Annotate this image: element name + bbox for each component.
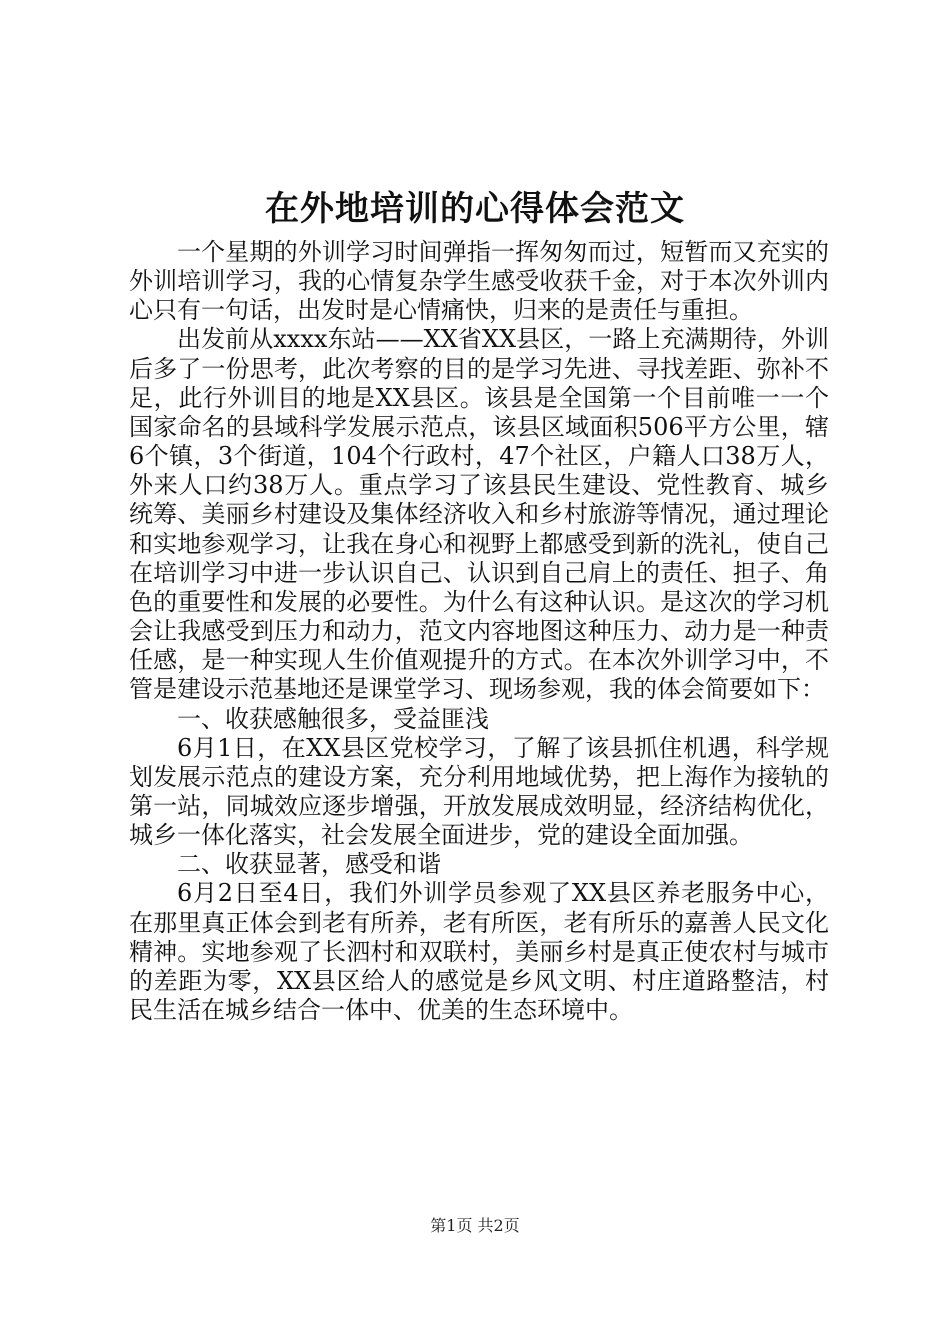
paragraph-departure: 出发前从xxxx东站——XX省XX县区，一路上充满期待，外训后多了一份思考，此次考察的目的是学习先进、寻找差距、弥补不足，此行外训目的地是XX县区。该县是全国第一个目前唯一一个国家命名的县域科学发展示范点，该县区域面积506平方公里，辖6个镇，3个街道，104个行政村，47个社区，户籍人口38万人，外来人口约38万人。重点学习了该县民生建设、党性教育、城乡统筹、美丽乡村建设及集体经济收入和乡村旅游等情况，通过理论和实地参观学习，让我在身心和视野上都感受到新的洗礼，使自己在培训学习中进一步认识自己、认识到自己肩上的责任、担子、角色的重要性和发展的必要性。为什么有这种认识。是这次的学习机会让我感受到压力和动力，范文内容地图这种压力、动力是一种责任感，是一种实现人生价值观提升的方式。在本次外训学习中，不管是建设示范基地还是课堂学习、现场参观，我的体会简要如下： — [129, 325, 829, 704]
page-footer: 第1页 共2页 — [430, 1216, 520, 1235]
paragraph-intro: 一个星期的外训学习时间弹指一挥匆匆而过，短暂而又充实的外训培训学习，我的心情复杂学生感受收获千金，对于本次外训内心只有一句话，出发时是心情痛快，归来的是责任与重担。 — [129, 238, 829, 325]
section-heading-1: 一、收获感触很多，受益匪浅 — [177, 704, 489, 733]
document-title: 在外地培训的心得体会范文 — [265, 189, 685, 229]
section-text-2: 6月2日至4日，我们外训学员参观了XX县区养老服务中心，在那里真正体会到老有所养，老有所医，老有所乐的嘉善人民文化精神。实地参观了长泗村和双联村，美丽乡村是真正使农村与城市的差距为零，XX县区给人的感觉是乡风文明、村庄道路整洁，村民生活在城乡结合一体中、优美的生态环境中。 — [129, 879, 829, 1025]
section-heading-2: 二、收获显著，感受和谐 — [177, 850, 441, 879]
section-text-1: 6月1日，在XX县区党校学习，了解了该县抓住机遇，科学规划发展示范点的建设方案，充分利用地域优势，把上海作为接轨的第一站，同城效应逐步增强，开放发展成效明显，经济结构优化，城乡一体化落实，社会发展全面进步，党的建设全面加强。 — [129, 733, 829, 850]
document-body — [129, 238, 829, 1025]
